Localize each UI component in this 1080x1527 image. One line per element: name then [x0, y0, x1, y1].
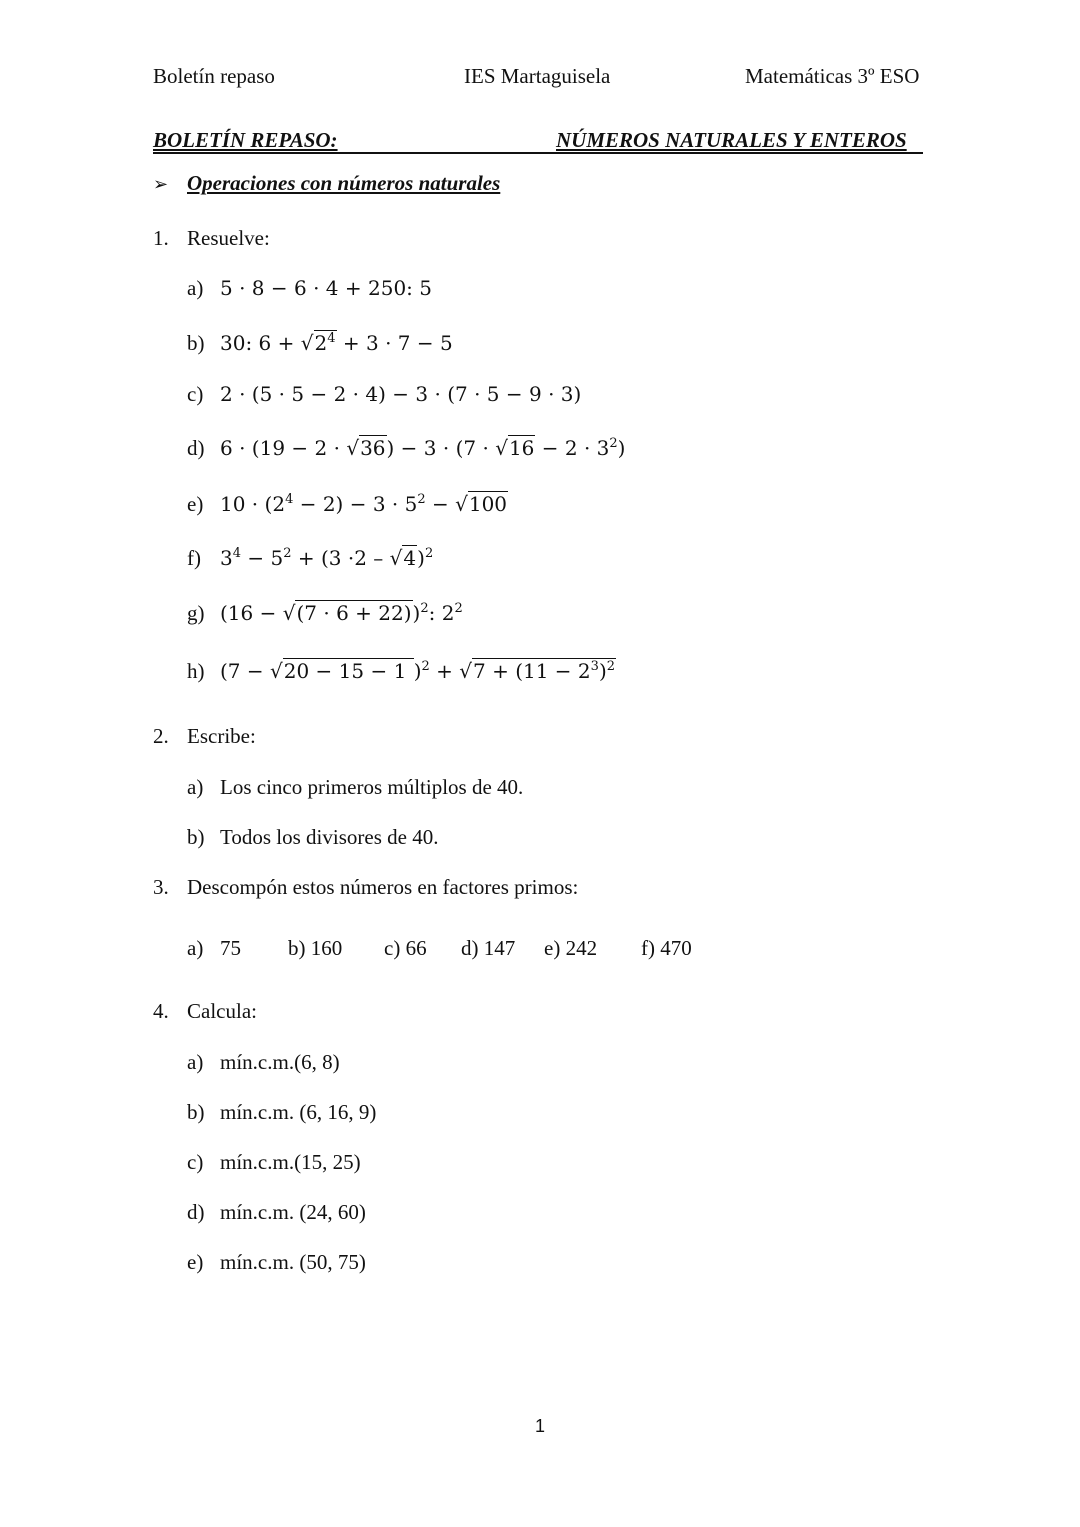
exercise-2a — [187, 775, 523, 800]
item-value: 160 — [310, 936, 343, 960]
question-2 — [153, 724, 256, 749]
expression: (7 − √20 − 15 − 1 )$^2 + √7 + (11 - 2^3)^2$ — [220, 659, 616, 683]
exercise-1e — [187, 492, 508, 517]
item-label: b) — [187, 331, 205, 355]
question-text: Descompón estos números en factores primos: — [187, 875, 579, 899]
item-label: a) — [187, 936, 204, 960]
item-value: 242 — [565, 936, 598, 960]
item-label: e) — [187, 1250, 204, 1274]
section-heading — [153, 171, 500, 196]
item-label: a) — [187, 1050, 204, 1074]
title-right: NÚMEROS NATURALES Y ENTEROS — [556, 128, 907, 152]
item-label: c) — [187, 1150, 204, 1174]
item-value: 470 — [660, 936, 692, 960]
factor-item-a — [187, 936, 241, 961]
exercise-4b — [187, 1100, 376, 1125]
exercise-2b — [187, 825, 438, 850]
expression: $(16 - √(7 \cdot 6 + 22))^2$: $2^2$ — [220, 601, 463, 625]
header-left: Boletín repaso — [153, 64, 275, 88]
section-title: Operaciones con números naturales — [187, 171, 501, 195]
question-number: 4. — [153, 999, 169, 1023]
factor-item-b — [288, 936, 342, 961]
item-text: Todos los divisores de 40. — [220, 825, 439, 849]
expression: $6 \cdot (19 - 2 \cdot √36) - 3 \cdot (7 \cdot √16 - 2 \cdot 3^2)$ — [220, 436, 626, 460]
item-label: a) — [187, 276, 204, 300]
factor-item-d — [461, 936, 515, 961]
item-text: mín.c.m.(15, 25) — [220, 1150, 361, 1174]
exercise-4d — [187, 1200, 366, 1225]
header-center: IES Martaguisela — [464, 64, 611, 88]
exercise-4c — [187, 1150, 361, 1175]
item-label: g) — [187, 601, 205, 625]
item-text: Los cinco primeros múltiplos de 40. — [220, 775, 524, 799]
item-value: 75 — [220, 936, 241, 960]
question-number: 3. — [153, 875, 169, 899]
exercise-1d — [187, 436, 625, 461]
arrow-bullet-icon: ➢ — [153, 174, 169, 194]
question-number: 2. — [153, 724, 169, 748]
exercise-4a — [187, 1050, 340, 1075]
item-value: 147 — [483, 936, 516, 960]
item-label: f) — [187, 546, 201, 570]
question-4 — [153, 999, 257, 1024]
question-1 — [153, 226, 270, 251]
exercise-1g — [187, 601, 463, 626]
exercise-1h — [187, 659, 616, 684]
exercise-4e — [187, 1250, 366, 1275]
item-text: mín.c.m. (24, 60) — [220, 1200, 366, 1224]
exercise-1b — [187, 331, 453, 356]
expression: 30: $6 + √2^4 + 3 \cdot 7 - 5$ — [220, 331, 453, 355]
question-number: 1. — [153, 226, 169, 250]
expression: 2 · (5 · 5 − 2 · 4) − 3 · (7 · 5 − 9 · 3) — [220, 382, 582, 406]
item-label: b) — [187, 825, 205, 849]
item-label: c) — [187, 382, 204, 406]
header-right: Matemáticas 3º ESO — [745, 64, 920, 88]
item-label: e) — [544, 936, 561, 960]
item-label: a) — [187, 775, 204, 799]
item-text: mín.c.m.(6, 8) — [220, 1050, 340, 1074]
item-label: d) — [187, 1200, 205, 1224]
item-text: mín.c.m. (50, 75) — [220, 1250, 366, 1274]
item-label: c) — [384, 936, 401, 960]
item-label: d) — [461, 936, 479, 960]
expression: 5 · 8 − 6 · 4 + 250: 5 — [220, 276, 432, 300]
exercise-1f — [187, 546, 433, 571]
item-label: f) — [641, 936, 655, 960]
title-rule — [153, 152, 923, 154]
expression: $10 \cdot (2^4 - 2) - 3 \cdot 5^2 - √100$ — [220, 492, 508, 516]
item-label: h) — [187, 659, 205, 683]
page-number: 1 — [534, 1416, 545, 1436]
question-text: Escribe: — [187, 724, 256, 748]
item-label: e) — [187, 492, 204, 516]
item-value: 66 — [405, 936, 427, 960]
title-left: BOLETÍN REPASO: — [153, 128, 338, 152]
item-text: mín.c.m. (6, 16, 9) — [220, 1100, 377, 1124]
exercise-1a — [187, 276, 432, 301]
item-label: b) — [187, 1100, 205, 1124]
factor-item-f — [641, 936, 692, 961]
factor-item-e — [544, 936, 597, 961]
question-text: Calcula: — [187, 999, 257, 1023]
exercise-1c — [187, 382, 581, 407]
factor-item-c — [384, 936, 427, 961]
expression: $3^4 - 5^2 + (3 \cdot 2 - √4)^2$ — [220, 546, 434, 570]
item-label: d) — [187, 436, 205, 460]
item-label: b) — [288, 936, 306, 960]
question-3 — [153, 875, 578, 900]
question-text: Resuelve: — [187, 226, 270, 250]
